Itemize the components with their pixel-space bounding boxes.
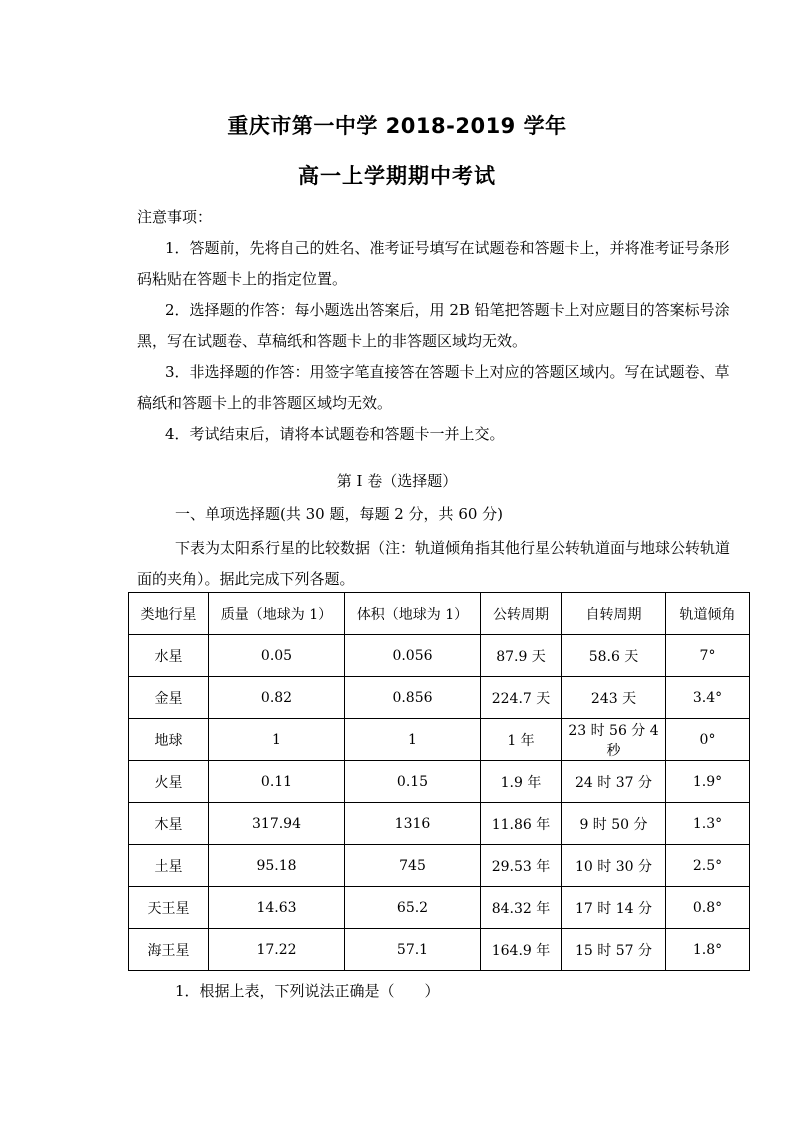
table-cell: 0.15 [345, 761, 481, 803]
header-cell: 公转周期 [481, 593, 562, 635]
table-cell: 57.1 [345, 929, 481, 971]
table-cell: 224.7 天 [481, 677, 562, 719]
table-row [129, 803, 750, 845]
table-cell: 17.22 [209, 929, 345, 971]
table-cell: 95.18 [209, 845, 345, 887]
planet-comparison-table [128, 592, 750, 971]
table-cell: 87.9 天 [481, 635, 562, 677]
table-cell: 1.9 年 [481, 761, 562, 803]
notice-item-4: 4．考试结束后，请将本试题卷和答题卡一并上交。 [165, 425, 505, 443]
notice-item-1: 1．答题前，先将自己的姓名、准考证号填写在试题卷和答题卡上，并将准考证号条形码粘贴在答题卡上的指定位置。 [137, 239, 730, 288]
table-cell: 土星 [129, 845, 209, 887]
table-cell: 水星 [129, 635, 209, 677]
table-cell: 0.05 [209, 635, 345, 677]
table-row [129, 761, 750, 803]
table-cell: 0.056 [345, 635, 481, 677]
table-cell: 1.8° [666, 929, 750, 971]
single-choice-heading: 一、单项选择题(共 30 题，每题 2 分，共 60 分) [175, 505, 504, 523]
table-cell: 1.9° [666, 761, 750, 803]
table-cell: 745 [345, 845, 481, 887]
table-cell: 2.5° [666, 845, 750, 887]
table-cell: 1316 [345, 803, 481, 845]
table-cell: 金星 [129, 677, 209, 719]
notice-item-3: 3．非选择题的作答：用签字笔直接答在答题卡上对应的答题区域内。写在试题卷、草稿纸和答题卡上的非答题区域均无效。 [137, 363, 730, 412]
exam-title-school: 重庆市第一中学 2018-2019 学年 [227, 114, 567, 138]
table-cell: 14.63 [209, 887, 345, 929]
table-row [129, 887, 750, 929]
table-cell: 1.3° [666, 803, 750, 845]
table-cell: 9 时 50 分 [562, 803, 666, 845]
table-cell: 23 时 56 分 4 秒 [562, 719, 666, 761]
table-cell: 木星 [129, 803, 209, 845]
table-cell: 243 天 [562, 677, 666, 719]
table-row [129, 929, 750, 971]
header-cell: 体积（地球为 1） [345, 593, 481, 635]
header-cell: 轨道倾角 [666, 593, 750, 635]
table-cell: 3.4° [666, 677, 750, 719]
table-cell: 10 时 30 分 [562, 845, 666, 887]
table-cell: 84.32 年 [481, 887, 562, 929]
header-cell: 质量（地球为 1） [209, 593, 345, 635]
table-cell: 164.9 年 [481, 929, 562, 971]
table-cell: 0.11 [209, 761, 345, 803]
notice-item-2: 2．选择题的作答：每小题选出答案后，用 2B 铅笔把答题卡上对应题目的答案标号涂黑，写在试题卷、草稿纸和答题卡上的非答题区域均无效。 [137, 301, 730, 350]
table-cell: 1 [345, 719, 481, 761]
table-cell: 1 年 [481, 719, 562, 761]
table-cell: 0° [666, 719, 750, 761]
exam-title-term: 高一上学期期中考试 [298, 164, 496, 188]
table-row [129, 845, 750, 887]
table-row [129, 635, 750, 677]
table-header-row [129, 593, 750, 635]
table-cell: 地球 [129, 719, 209, 761]
header-cell: 类地行星 [129, 593, 209, 635]
table-cell: 海王星 [129, 929, 209, 971]
table-cell: 天王星 [129, 887, 209, 929]
table-cell: 0.8° [666, 887, 750, 929]
notice-heading: 注意事项： [137, 208, 213, 226]
table-cell: 65.2 [345, 887, 481, 929]
header-cell: 自转周期 [562, 593, 666, 635]
table-row [129, 677, 750, 719]
table-cell: 317.94 [209, 803, 345, 845]
table-intro: 下表为太阳系行星的比较数据（注：轨道倾角指其他行星公转轨道面与地球公转轨道面的夹角）。据此完成下列各题。 [137, 539, 731, 588]
table-cell: 58.6 天 [562, 635, 666, 677]
table-cell: 24 时 37 分 [562, 761, 666, 803]
table-cell: 0.82 [209, 677, 345, 719]
table-cell: 1 [209, 719, 345, 761]
table-cell: 0.856 [345, 677, 481, 719]
table-row [129, 719, 750, 761]
table-cell: 15 时 57 分 [562, 929, 666, 971]
table-cell: 17 时 14 分 [562, 887, 666, 929]
table-cell: 火星 [129, 761, 209, 803]
table-cell: 7° [666, 635, 750, 677]
question-1: 1．根据上表，下列说法正确是（ ） [175, 982, 440, 1000]
section-title: 第 I 卷（选择题） [336, 472, 458, 490]
table-cell: 11.86 年 [481, 803, 562, 845]
table-cell: 29.53 年 [481, 845, 562, 887]
